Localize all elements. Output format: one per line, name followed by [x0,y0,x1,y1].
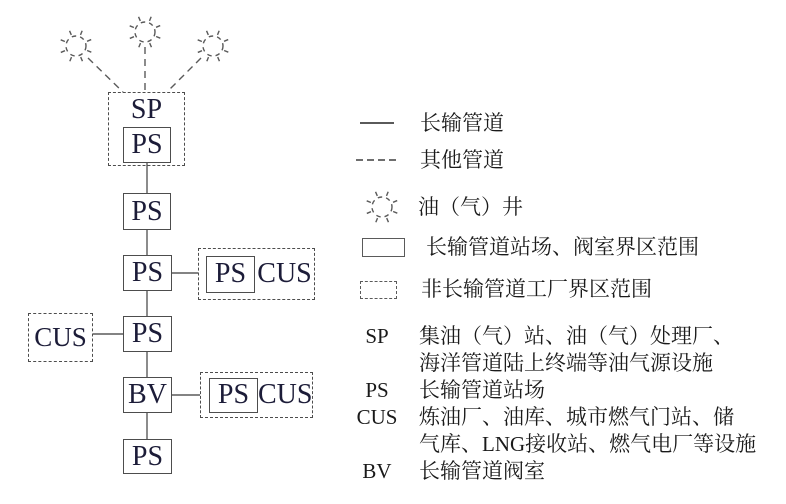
station-box-ps-1 [123,127,171,163]
cus-plant-label: CUS [34,322,87,352]
cus-plant-boundary-lower [200,372,313,418]
legend-label-trunk-pipeline: 长输管道 [420,111,504,135]
definition-text: 气库、LNG接收站、燃气电厂等设施 [419,432,757,456]
abbr-spacer [352,431,402,458]
valve-room-box-bv [123,377,172,413]
abbreviation-definitions [352,323,784,485]
definition-row-ps [352,377,784,404]
definition-row-cus-cont [352,431,784,458]
legend-well-icon [367,192,398,223]
station-box-ps-5 [123,439,172,474]
station-box-ps-4 [123,316,172,352]
abbr-cus: CUS [356,405,398,429]
oil-gas-well-icon [130,17,161,48]
definition-text: 长输管道阀室 [419,459,545,483]
station-box-ps-2 [123,193,171,230]
station-label: PS [214,258,247,289]
definition-text: 炼油厂、油库、城市燃气门站、储 [419,405,734,429]
well-feeder-lines [88,47,201,92]
oil-gas-well-icon [61,31,92,62]
station-label: PS [131,257,164,288]
definition-row-bv [352,458,784,485]
legend-label-oil-gas-well: 油（气）井 [418,195,523,219]
definition-row-sp [352,323,784,350]
legend-solid-rect-sample [362,238,405,257]
cus-plant-boundary-left [28,313,93,362]
station-box-ps-3 [123,255,172,291]
definition-row-cus [352,404,784,431]
oil-gas-well-icon [198,31,229,62]
cus-plant-label: CUS [257,258,312,289]
station-label: PS [217,379,250,410]
station-label: PS [131,195,163,227]
cus-plant-boundary-upper [198,248,315,300]
station-box-ps-in-cus-lower [209,378,258,413]
cus-plant-label: CUS [258,379,313,410]
legend-label-non-trunk-boundary: 非长输管道工厂界区范围 [421,277,652,301]
station-label: PS [131,440,164,472]
definition-row-sp-cont [352,350,784,377]
definition-text: 长输管道站场 [419,378,545,402]
sp-facility-label: SP [130,94,163,125]
abbr-bv: BV [362,459,392,483]
legend-label-other-pipeline: 其他管道 [420,148,504,172]
valve-room-label: BV [128,379,167,410]
station-box-ps-in-cus-upper [206,256,255,293]
legend-dashed-rect-sample [360,281,397,299]
definition-text: 集油（气）站、油（气）处理厂、 [419,324,734,348]
abbr-spacer [352,350,402,377]
abbr-sp: SP [365,324,389,348]
definition-text: 海洋管道陆上终端等油气源设施 [419,351,713,375]
station-label: PS [131,129,163,160]
legend-label-station-boundary: 长输管道站场、阀室界区范围 [426,235,699,259]
abbr-ps: PS [365,378,389,402]
station-label: PS [131,318,164,349]
